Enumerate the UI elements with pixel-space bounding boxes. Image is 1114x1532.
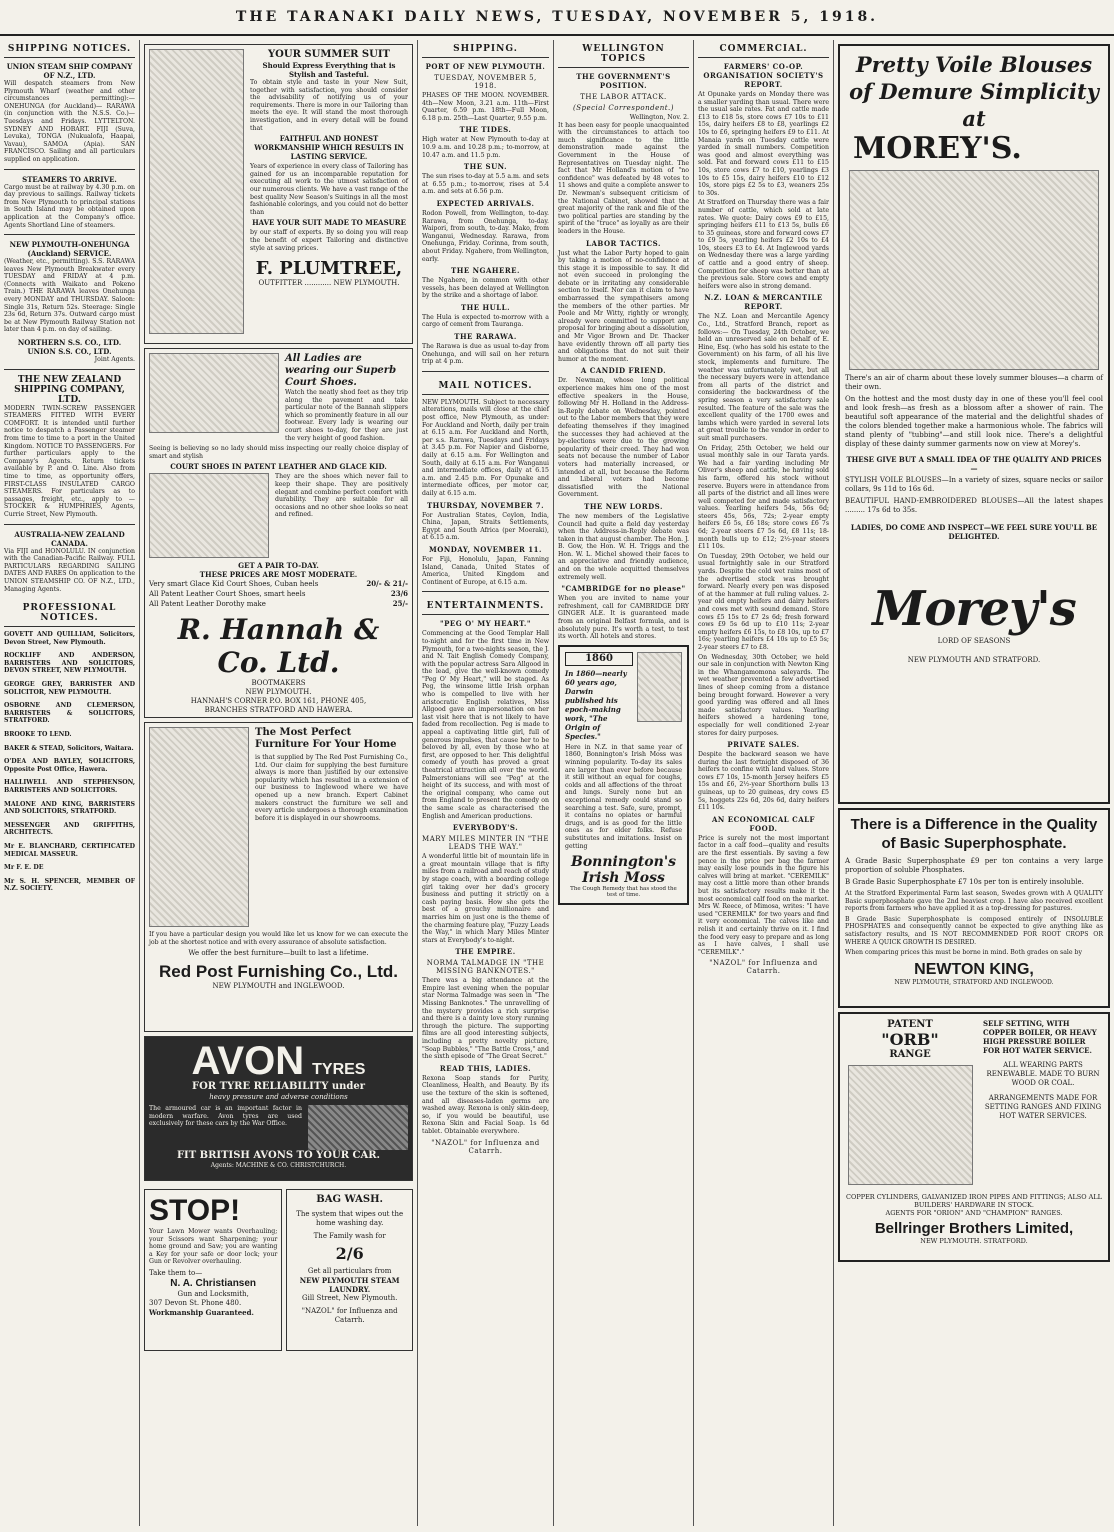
hannah-logo-sub: BOOTMAKERS: [251, 679, 306, 688]
red-post-furniture-ad: [144, 722, 413, 1032]
bonningtons-tagline: The Cough Remedy that has stood the test of time.: [570, 886, 677, 899]
avon-line-2: heavy pressure and adverse conditions: [209, 1093, 348, 1101]
divider: [4, 524, 135, 525]
shipping-entry-text: (Weather, etc., permitting). S.S. RARAWA leaves New Plymouth Breakwater every TUESDAY and FRIDAY at 4 p.m. (Connects with Waikato and Pokeno Train.) THE RARAWA leaves Onehunga every MONDAY and THURSDAY. Saloon: Single 31s, Return 52s. Steerage: Single 23s 6d, Return 37s. Outward cargo must be at New Plymouth Railway Station not later than 4 p.m. on day of sailing.: [4, 258, 135, 334]
ad-family: The Family wash for: [313, 1232, 386, 1240]
professional-notice: OSBORNE AND CLEMERSON, BARRISTERS & SOLICITORS, STRATFORD.: [4, 702, 135, 725]
professional-notice: O'DEA AND BAYLEY, SOLICITORS, Opposite Post Office, Hawera.: [4, 758, 135, 773]
blouses-illustration: [849, 170, 1099, 370]
calf-food-heading: AN ECONOMICAL CALF FOOD.: [711, 814, 816, 833]
loan-mercantile-heading: N.Z. LOAN & MERCANTILE REPORT.: [704, 293, 823, 312]
bonningtons-brand: Bonnington's Irish Moss: [571, 854, 676, 887]
empire-subheading: NORMA TALMADGE IN "THE MISSING BANKNOTES.": [426, 959, 545, 976]
shipping-entry-text: Will despatch steamers from New Plymouth Wharf (weather and other circumstances permitting):— ONEHUNGA (for Auckland)— RARAWA (in conjunction with the N.S.S. Co.)—Tuesdays and Fridays. LYTTELTON. SYDNEY AND HOBART. FIJI (Suva, Levuka), TONGA (Nukualofa, Haapai, Vavau), SAMOA (Apia). SAN FRANCISCO. Sailing and all particulars supplied on application.: [4, 80, 135, 163]
column-wellington-topics: [554, 40, 694, 1526]
laundry-address: Gill Street, New Plymouth.: [301, 1294, 398, 1302]
ad-price: 2/6: [335, 1244, 364, 1263]
arrivals-text: Rodon Powell, from Wellington, to-day. Rarawa, from Onehunga, to-day. Waipori, from south, to-day. Mako, from Wanganui, Wednesday. Rarawa, from Onehunga, Friday. Corinna, from south, about Friday. Ngahere, from Wellington, early.: [422, 209, 549, 263]
shipping-entry: [4, 530, 135, 594]
shipping-entry-text: Joint Agents.: [94, 356, 135, 364]
masthead-title: THE TARANAKI DAILY NEWS, TUESDAY, NOVEMBER 5, 1918.: [235, 9, 879, 25]
range-label-3: RANGE: [889, 1049, 931, 1060]
article-paragraph: On Friday, 25th October, we held our usual monthly sale in our Tarata yards. We had a fair yarding including Mr Oliver's sheep and cattle, he having sold his farm, offered his stock without reserve. Buyers were in attendance from all parts of the district and all lines were well competed for and made satisfactory values. Yearling heifers 54s, 56s 6d; steers 45s, 56s, 72s; 2-year empty heifers £6 5s, £6 18s; store cows £6 7s 6d; 2-year steers £7 5s 6d, £8 11s; 18-month bulls up to £12; 2½-year steers £11 10s.: [698, 444, 829, 551]
shipping-entry: [4, 62, 135, 164]
hull-heading: THE HULL.: [460, 302, 511, 312]
labor-attack-heading: THE LABOR ATTACK.: [580, 93, 667, 101]
shipping-entries: [4, 62, 135, 593]
tides-heading: THE TIDES.: [459, 125, 512, 135]
shipping-entry: [4, 175, 135, 230]
superphosphate-para: At the Stratford Experimental Farm last season, Swedes grown with A QUALITY Basic superphosphate gave the 2nd heaviest crop. I have also received excellent reports from farmers who have applied it as a top-dressing for pastures.: [845, 890, 1103, 913]
ad-subtitle: Should Express Everything that is Stylish and Tasteful.: [262, 61, 396, 79]
avon-line-3: The armoured car is an important factor in modern warfare. Avon tyres are used exclusively for these cars by the War Office.: [149, 1105, 302, 1128]
plumtree-suit-ad: [144, 44, 413, 344]
tides-text: High water at New Plymouth to-day at 10.9 a.m. and 10.28 p.m.; to-morrow, at 10.47 a.m. and 11.5 p.m.: [422, 136, 549, 159]
superphosphate-title: There is a Difference in the Quality of Basic Superphosphate.: [850, 816, 1098, 852]
article-paragraph: At Opunake yards on Monday there was a smaller yarding than usual. There were the usual sale rates. Fat and cattle made £13 to £18 5s, store cows £7 10s to £11 15s, dairy heifers £8 to £8, yearlings £2 10s to £6, springing heifers £9 to £11. At Manaia yards on Tuesday cattle were yarded in small numbers. Competition was good and almost everything was sold. Fat and forward cows £11 to £15 10s, store cows £7 to £10, yearlings £3 10s to £5 15s, dairy heifers £10 to £12 10s, store pigs £2 5s to £3, weaners 25s to 30s.: [698, 91, 829, 197]
article-paragraph: On Tuesday, 29th October, we held our usual fortnightly sale in our Stratford yards. Despite the cold wet rains most of the advertised stock was brought forward. Nearly every pen was disposed of at the hammer at full ruling values. 2-year old empty heifers and dairy heifers and cows met with sound demand. Store cows £5 15s to £7 2s 6d; fresh forward cows £9 5s 6d up to £10 11s; 2-year empty heifers £6 15s, to £8 10s, up to £7 16s; yearling heifers £4 10s up to £5 5s; 2-year steers £7 to £8.: [698, 552, 829, 651]
price-row: [149, 599, 408, 609]
masthead: [0, 0, 1114, 36]
professional-notice: ROCKLIFF AND ANDERSON, BARRISTERS AND SOLICITORS, DEVON STREET, NEW PLYMOUTH.: [4, 652, 135, 675]
commercial-heading: COMMERCIAL.: [698, 40, 829, 58]
moreys-body: On the hottest and the most dusty day in one of these you'll feel cool and look fresh—as fresh as a blossom after a shower of rain. The beautiful soft appearance of the material and the delightful shades of the colors blended together make a harmonious whole. The fabrics will stand plenty of "tubbing"—and still look nice. There's a delightful display of these dainty summer garments now on view at Morey's.: [845, 395, 1103, 448]
everybodys-heading: EVERYBODY'S.: [452, 823, 519, 833]
court-shoe-illustration: [149, 353, 279, 433]
avon-brand: AVON: [191, 1039, 305, 1083]
nazol-note: "NAZOL" for Influenza and Catarrh.: [301, 1307, 398, 1324]
shipping-notices-heading: SHIPPING NOTICES.: [4, 40, 135, 58]
peg-text: Commencing at the Good Templar Hall to-night and for the first time in New Plymouth, for a two-nights season, the J. and N. Tait English Comedy Company, with the popular actress Sara Allgood in the lead, give the well-known comedy "Peg O' My Heart," will be staged. As Peg, the winsome little Irish orphan who is compelled to live with her aristocratic English relatives, Miss Allgood gave an impersonation on her last visit here that is not likely to have faded from recollection. Peg is made to appeal a captivating little girl, full of generous impulses, that cause her to be beloved by all, even by those who at first, are opposed to her. This delightful comedy of youth has proved a great theatrical attraction all over the world. Palmerstonians will see "Peg" at the height of its success, and with most of the original company, who came out from England to present the comedy on the same scale as characterised the English and American productions.: [422, 630, 549, 820]
ad-body: The system that wipes out the home washing day.: [296, 1210, 404, 1227]
hull-text: The Hula is expected to-morrow with a cargo of cement from Tauranga.: [422, 313, 549, 329]
price-item: All Patent Leather Dorothy make: [149, 600, 266, 609]
moreys-logo-sub: LORD OF SEASONS: [937, 637, 1011, 645]
sun-text: The sun rises to-day at 5.5 a.m. and sets at 6.55 p.m.; to-morrow, rises at 5.4 a.m. and sets at 6.56 p.m.: [422, 173, 549, 196]
cambridge-heading: "CAMBRIDGE for no please": [561, 584, 686, 594]
port-date: TUESDAY, NOVEMBER 5, 1918.: [434, 74, 537, 90]
sun-heading: THE SUN.: [463, 162, 508, 172]
moreys-caption: There's an air of charm about these lovely summer blouses—a charm of their own.: [845, 374, 1103, 391]
shipping-entry-text: MODERN TWIN-SCREW PASSENGER STEAMERS FITTED WITH EVERY COMFORT. It is intended until further notice to despatch a Passenger steamer from time to time to a port in the United Kingdom. NOTICE TO PASSENGERS. For further particulars apply to the Company's Agents. Return tickets available by P. and O. Line. Also from time to time, as opportunity offers, FIRST-CLASS INSULATED CARGO STEAMERS. For particulars as to passages, freight, etc., apply to — STOCKER & HUMPHRIES, Agents, Currie Street, New Plymouth.: [4, 404, 135, 518]
column-shipping-notices: [0, 40, 140, 1526]
ad-get: Get all particulars from: [307, 1267, 392, 1275]
nazol-note: "NAZOL" for Influenza and Catarrh.: [431, 1138, 540, 1155]
price-value: 20/- & 21/-: [366, 579, 408, 589]
range-label-2: "ORB": [881, 1030, 939, 1049]
cabinet-illustration: [149, 727, 249, 927]
mail-text: NEW PLYMOUTH. Subject to necessary alterations, mails will close at the chief post office, New Plymouth, as under: For Auckland and North, daily per train at 6.15 a.m. For Auckland and North, per s.s. Rarawa, Tuesdays and Fridays at 3.45 p.m. For Napier and Gisborne, daily at 6.15 a.m. For Wellington and South, daily at 6.15 a.m. For Wanganui and intermediate offices, daily at 6.15 a.m. and 2.45 p.m. For Opunake and intermediate offices, per motor car, daily at 6.15 a.m.: [422, 398, 549, 497]
mail-heading: MAIL NOTICES.: [422, 377, 549, 395]
ad-title: The Most Perfect Furniture For Your Home: [255, 727, 397, 750]
hannah-branches: BRANCHES STRATFORD AND HAWERA.: [204, 706, 353, 715]
glace-shoe-illustration: [149, 473, 269, 558]
column-commercial: [694, 40, 834, 1526]
ad-title: All Ladies are wearing our Superb Court Shoes.: [285, 353, 397, 388]
range-label-1: PATENT: [887, 1019, 933, 1030]
professional-notice: Mr S. H. SPENCER, MEMBER OF N.Z. SOCIETY.: [4, 877, 135, 893]
newton-king-locations: NEW PLYMOUTH, STRATFORD AND INGLEWOOD.: [894, 978, 1054, 986]
wellington-heading: WELLINGTON TOPICS: [558, 40, 689, 68]
farmers-coop-heading: FARMERS' CO-OP. ORGANISATION SOCIETY'S REPORT.: [703, 62, 824, 89]
moreys-prices-heading: THESE GIVE BUT A SMALL IDEA OF THE QUALITY AND PRICES—: [846, 455, 1102, 473]
newton-king-name: NEWTON KING,: [914, 960, 1034, 978]
price-item: All Patent Leather Court Shoes, smart heels: [149, 590, 306, 599]
mail-thursday-text: For Australian States, Ceylon, India, China, Japan, Straits Settlements, Egypt and South Africa (per Moeraki), at 6.15 a.m.: [422, 511, 549, 542]
new-lords-heading: THE NEW LORDS.: [584, 501, 663, 511]
avon-line-4: FIT BRITISH AVONS TO YOUR CAR.: [176, 1150, 381, 1161]
professional-notice: Mr F. E. DE: [4, 864, 44, 872]
article-paragraph: Price is surely not the most important factor in a calf food—quality and results are the first essentials. By saving a few pence in the price per bag the farmer may easily lose pounds in the figure his calves will bring at market. "CEREMILK" may cost a little more than other brands but its satisfactory results make it the most economical calf food on the market. Mrs W. Reece, of Mimosa, writes: "I have used "CEREMILK" for two years and find it very economical. The calves like and relish it and certainly thrive on it. I find the food very easy to prepare and as long as I have calves, I shall use "CEREMILK".": [698, 834, 829, 956]
hannah-address: NEW PLYMOUTH.: [245, 688, 312, 697]
article-paragraph: Dr. Newman, whose long political experience makes him one of the most effective speakers in the House, following Mr H. Holland in the Address-in-Reply debate on Wednesday, pointed out to the Labor members that they were defeating themselves if they imagined the successes they had achieved at the by-elections were due to the growing popularity of their creed. They had won seats not because the number of Labor voters had materially increased, or intended at all, but because the Reform and Liberal voters had become dissatisfied with the National Government.: [558, 377, 689, 499]
price-row: [149, 579, 408, 589]
bonningtons-body: Here in N.Z. in that same year of 1860, Bonnington's Irish Moss was winning popularity. To-day its sales are larger than ever before because it still without an equal for coughs, colds and all affections of the throat and lungs. Surely none but an exceptional remedy could stand so searching a test. Safe, sure, prompt, it contains no opiates or harmful drugs, and is as good for the little ones as for elder folks. Refuse substitutes and imitations. Insist on getting: [565, 743, 682, 850]
orb-range-illustration: [848, 1065, 973, 1185]
laundry-name: NEW PLYMOUTH STEAM LAUNDRY.: [299, 1276, 400, 1294]
column-shipping-mail-entertainments: [418, 40, 554, 1526]
article-paragraph: It has been easy for people unacquainted with the circumstances to attach too much significance to the little demonstration made against the Government in the House of Representatives on Tuesday night. The fact that Mr Holland's motion of "no confidence" was defeated by 48 votes to 11 shows and quite a complete answer to Dr. Newman's subsequent criticism of the National Cabinet, showed that the great majority of the rank and file of the two political parties are standing by the spirit of the "truce" as loyally as are their leaders in the House.: [558, 121, 689, 235]
range-feature: AGENTS FOR "ORION" AND "CHAMPION" RANGES.: [885, 1209, 1063, 1217]
column-advertisements-left: [140, 40, 418, 1526]
shipping-entry-name: STEAMERS TO ARRIVE.: [22, 174, 117, 184]
ngahere-text: The Ngahere, in common with other vessels, has been delayed at Wellington by the strike and a shortage of labor.: [422, 277, 549, 300]
newton-king-superphosphate-ad: [838, 808, 1110, 1008]
ad-caption: Seeing is believing so no lady should miss inspecting our really choice display of smart and stylish: [149, 445, 408, 460]
moreys-logo: Morey's: [872, 581, 1076, 637]
stop-heading: STOP!: [149, 1194, 241, 1227]
armoured-car-illustration: [308, 1105, 408, 1150]
price-item: Very smart Glace Kid Court Shoes, Cuban heels: [149, 580, 319, 589]
moreys-blouses-ad: [838, 44, 1110, 804]
ad-body: They are the shoes which never fail to keep their shape. They are positively elegant and combine perfect comfort with durability. They are suitable for all occasions and no other shoe looks so neat and refined.: [275, 473, 408, 519]
cambridge-text: When you are invited to name your refreshment, call for CAMBRIDGE DRY GINGER ALE. It is guaranteed made from an original Belfast formula, and is absolutely pure. It's worth a test, to test its worth. All hotels and stores.: [558, 595, 689, 641]
professional-notice: HALLIWELL AND STEPHENSON, BARRISTERS AND SOLICITORS.: [4, 779, 135, 794]
labor-tactics-heading: LABOR TACTICS.: [586, 238, 661, 248]
professional-notice: MALONE AND KING, BARRISTERS AND SOLICITORS, STRATFORD.: [4, 800, 135, 816]
red-post-locations: NEW PLYMOUTH and INGLEWOOD.: [212, 982, 345, 991]
shipping-entry: [4, 240, 135, 334]
rarawa-text: The Rarawa is due as usual to-day from Onehunga, and will sail on her return trip at 4 p.m.: [422, 343, 549, 366]
empire-heading: THE EMPIRE.: [455, 947, 516, 957]
mail-thursday-heading: THURSDAY, NOVEMBER 7.: [426, 500, 545, 510]
hannah-address-2: HANNAH'S CORNER P.O. BOX 161, PHONE 405,: [190, 697, 367, 706]
ad-title: YOUR SUMMER SUIT: [268, 49, 390, 60]
private-sales-heading: PRIVATE SALES.: [727, 740, 800, 750]
ad-body: To obtain style and taste in your New Suit, together with satisfaction, you should consider the advisability of notifying us of your requirements. There is more in our Tailoring than meets the eye. It will stand the most thorough investigation, and in every detail will be found that: [250, 79, 408, 132]
shipping-entry-name: UNION STEAM SHIP COMPANY OF N.Z., LTD.: [6, 62, 133, 80]
bag-wash-ad: [286, 1189, 413, 1351]
shipping-entry-text: Via FIJI and HONOLULU. IN conjunction with the Canadian-Pacific Railway. FULL PARTICULARS REGARDING SAILING DATES AND FARES On application to the UNION STEAMSHIP CO. OF N.Z., LTD., Managing Agents.: [4, 547, 135, 593]
avon-tyres-label: TYRES: [312, 1061, 366, 1078]
shipping-entry: [4, 338, 135, 364]
professional-notices-heading: PROFESSIONAL NOTICES.: [4, 599, 135, 627]
professional-notices: [4, 631, 135, 893]
article-paragraph: Just what the Labor Party hoped to gain by taking a motion of no-confidence at this stage it is impossible to say. It did not even succeed in prolonging the debate or in irritating any considerable section to itself. Nor can it claim to have embarrassed the sympathisers among the members of the other parties. Mr Poole and Mr Witty, rightly or wrongly, already were committed to support any proposal for bringing about a dissolution, and Mr Vigor Brown and Dr. Thacker have evidently thrown off all party ties and obligations that do not suit their humor at the moment.: [558, 249, 689, 363]
everybodys-text: A wonderful little bit of mountain life in a great mountain village that is fifty miles from a railroad and reach of study by stage coach, with a boarding college girl taking over her dad's grocery business and putting it strictly on a cash paying basis. How she gets the best of a grouchy millionaire and marries him on just one is the theme of the charming feature play, "Fuzzy Leads the Way," in which Mary Miles Minter stars at Everybody's to-night.: [422, 853, 549, 944]
article-paragraph: Despite the backward season we have during the last fortnight disposed of 36 heifers to confine with land values. Store cows £7 10s, 15-month Jersey heifers £5 15s and £6, 2½-year Shorthorn bulls 13 guineas, up to 20 guineas, dry cows £5 5s, hoggets 22s 6d, 20s 6d, dairy heifers £11 10s.: [698, 751, 829, 812]
red-post-name: Red Post Furnishing Co., Ltd.: [159, 962, 398, 982]
bonningtons-heading: In 1860—nearly 60 years ago, Darwin published his epoch-making work, "The Origin of Species.": [565, 668, 627, 741]
mail-monday-text: For Fiji, Honolulu, Japan, Fanning Island, Canada, United States of America, United Kingdom and Continent of Europe, at 6.15 a.m.: [422, 555, 549, 586]
range-feature: SELF SETTING, WITH COPPER BOILER, OR HEAVY HIGH PRESSURE BOILER FOR HOT WATER SERVICE.: [983, 1019, 1097, 1055]
shipping-entry-name: NORTHERN S.S. CO., LTD. UNION S.S. CO., LTD.: [17, 338, 122, 357]
range-feature: ARRANGEMENTS MADE FOR SETTING RANGES AND FIXING HOT WATER SERVICES.: [984, 1094, 1102, 1120]
man-in-suit-illustration: [149, 49, 244, 334]
range-feature: ALL WEARING PARTS RENEWABLE. MADE TO BURN WOOD OR COAL.: [986, 1061, 1100, 1087]
price-list: [149, 579, 408, 609]
moreys-cta: LADIES, DO COME AND INSPECT—WE FEEL SURE YOU'LL BE DELIGHTED.: [850, 523, 1098, 541]
christiansen-name: N. A. Christiansen: [170, 1277, 257, 1289]
divider: [4, 369, 135, 370]
column-advertisements-right: [834, 40, 1114, 1526]
ad-body: by our staff of experts. By so doing you will reap the benefit of expert Tailoring and distinctive style at saving prices.: [250, 229, 408, 252]
article-paragraph: The N.Z. Loan and Mercantile Agency Co., Ltd., Stratford Branch, report as follows:— On Tuesday, 24th October, we held an unreserved sale on behalf of E. Hine, Esq. (who has sold his estate to the Government) on his farm, of all his live stock, implements and furniture. The weather was unfortunately wet, but all the necessary buyers were in attendance from all parts of the district and considering the backwardness of the spring season a very satisfactory sale resulted. The feature of the sale was the excellent quality of the 1700 ewes and lambs which were yarded in several lots at great trouble to the vendor in order to suit small purchasers.: [698, 313, 829, 442]
price-value: 23/6: [390, 589, 408, 599]
shipping-entry-name: THE NEW ZEALAND SHIPPING COMPANY, LTD.: [14, 374, 125, 405]
correspondent-line: (Special Correspondent.): [572, 104, 675, 112]
professional-notice: Mr E. BLANCHARD, CERTIFICATED MEDICAL MASSEUR.: [4, 842, 135, 858]
christiansen-note: Workmanship Guaranteed.: [149, 1307, 254, 1317]
ngahere-heading: THE NGAHERE.: [451, 266, 520, 276]
nazol-note: "NAZOL" for Influenza and Catarrh.: [709, 959, 818, 976]
price-row: [149, 589, 408, 599]
divider: [422, 371, 549, 372]
ad-cta: HAVE YOUR SUIT MADE TO MEASURE: [252, 218, 406, 228]
bonningtons-year: 1860: [565, 652, 633, 666]
christiansen-ad: [144, 1189, 282, 1351]
moreys-shop: MOREY'S.: [853, 131, 1022, 166]
shipping-entry: [4, 375, 135, 519]
arrivals-heading: EXPECTED ARRIVALS.: [436, 198, 535, 208]
professional-notice: GEORGE GREY, BARRISTER AND SOLICITOR, NEW PLYMOUTH.: [4, 681, 135, 696]
ad-emphasis: FAITHFUL AND HONEST WORKMANSHIP WHICH RESULTS IN LASTING SERVICE.: [254, 134, 404, 162]
ad-title: BAG WASH.: [316, 1194, 384, 1205]
mail-monday-heading: MONDAY, NOVEMBER 11.: [429, 544, 542, 554]
professional-notice: MESSENGER AND GRIFFITHS, ARCHITECTS.: [4, 821, 135, 837]
dateline: Wellington, Nov. 2.: [629, 114, 689, 121]
bellringer-name: Bellringer Brothers Limited,: [874, 1220, 1074, 1237]
ad-body: Your Lawn Mower wants Overhauling; your Scissors want Sharpening; your home ground and Saw; you are wanting a Key for your safe or door lock; your Gun or Revolver overhauling.: [149, 1228, 278, 1266]
avon-line-1: FOR TYRE RELIABILITY under: [191, 1081, 366, 1092]
shipping-entry-name: NEW PLYMOUTH-ONEHUNGA (Auckland) SERVICE.: [9, 240, 130, 259]
christiansen-address: 307 Devon St. Phone 480.: [149, 1298, 242, 1307]
moreys-line: BEAUTIFUL HAND-EMBROIDERED BLOUSES—All the latest shapes ......... 17s 6d to 35s.: [845, 497, 1103, 514]
avon-tyres-ad: [144, 1036, 413, 1181]
rexona-text: Rexona Soap stands for Purity, Cleanliness, Health, and Beauty. By its use the texture of the skin is softened, and all diseases-laden germs are washed away. Rexona is only skin-deep, so, if you would be beautiful, use Rexona Skin and Facial Soap. 1s 6d tablet. Obtainable everywhere.: [422, 1074, 549, 1135]
article-paragraph: On Wednesday, 30th October, we held our sale in conjunction with Newton King in the Whangamomona saleyards. The wet weather prevented a few advertised lines of sheep coming from a distance being brought forward. However a very good yarding was offered and all lines made satisfactory values. Yearling heifers showed a hardening tone, especially for well conditioned 2-year stores for dairy purposes.: [698, 653, 829, 737]
price-value: 25/-: [392, 599, 408, 609]
government-position-heading: THE GOVERNMENT'S POSITION.: [576, 72, 671, 90]
ad-subheading: COURT SHOES IN PATENT LEATHER AND GLACE KID.: [170, 462, 387, 472]
darwin-portrait: [637, 652, 682, 722]
bellringer-locations: NEW PLYMOUTH. STRATFORD.: [920, 1237, 1028, 1245]
moon-phases: PHASES OF THE MOON. NOVEMBER. 4th—New Moon, 3.21 a.m. 11th—First Quarter, 6.59 p.m. 18th—Full Moon, 6.18 p.m. 25th—Last Quarter, 9.55 p.m.: [422, 92, 549, 122]
divider: [4, 169, 135, 170]
shipping-entry-name: AUSTRALIA-NEW ZEALAND CANADA.: [14, 529, 125, 548]
moreys-title: Pretty Voile Blouses of Demure Simplicity at: [849, 52, 1099, 131]
rarawa-heading: THE RARAWA.: [454, 332, 517, 342]
ad-body: is that supplied by The Red Post Furnishing Co., Ltd. Our claim for supplying the best furniture always is more than justified by our extensive popularity which has resulted in a extension of our business to Inglewood where we have opened up a new branch. Expert Cabinet makers construct the furniture we sell and every article undergoes a thorough examination before it is displayed in our showrooms.: [255, 754, 408, 822]
avon-agents: Agents: MACHINE & CO. CHRISTCHURCH.: [210, 1162, 347, 1169]
plumtree-name: F. PLUMTREE,: [255, 258, 403, 280]
ad-get: GET A PAIR TO-DAY.: [238, 561, 319, 571]
prices-heading: THESE PRICES ARE MOST MODERATE.: [199, 570, 358, 580]
range-feature: COPPER CYLINDERS, GALVANIZED IRON PIPES AND FITTINGS; ALSO ALL BUILDERS' HARDWARE IN STOCK.: [846, 1193, 1102, 1209]
bottom-ads-row: [144, 1185, 413, 1355]
shipping-heading: SHIPPING.: [422, 40, 549, 58]
shipping-entry-text: Cargo must be at railway by 4.30 p.m. on day previous to sailings. Railway tickets from New Plymouth to principal stations in South Island may be obtained upon application at the Company's office. Agents Shortland Line of steamers.: [4, 183, 135, 229]
divider: [422, 591, 549, 592]
christiansen-trade: Gun and Locksmith,: [177, 1289, 249, 1298]
article-paragraph: At Stratford on Thursday there was a fair number of cattle, which sold at late rates. We quote: Dairy cows £9 to £15, springing heifers £11 to £13 5s, bulls £6 to 35 guineas, store and forward cows £7 to £9 5s, yearling heifers £2 10s to £4 10s, steers £3 to £4. At Inglewood yards on Wednesday there was a large yarding of cattle and a good entry of sheep. Competition for sheep was better than at the previous sale. Store cows and empty heifers were also in strong demand.: [698, 199, 829, 290]
bonningtons-ad: [558, 645, 689, 905]
plumtree-address: OUTFITTER ............ NEW PLYMOUTH.: [258, 279, 400, 288]
superphosphate-para: A Grade Basic Superphosphate £9 per ton contains a very large proportion of soluble Phosphates.: [845, 857, 1103, 874]
bellringer-range-ad: [838, 1012, 1110, 1262]
ad-body: Watch the neatly shod feet as they trip along the pavement and take particular note of the Bannah slippers which so prominently feature in all our footwear. Every lady is wearing our court shoes to-day, for they are just the very height of good fashion.: [285, 389, 408, 442]
hannah-shoes-ad: [144, 348, 413, 718]
article-paragraph: The new members of the Legislative Council had quite a field day yesterday when the Address-in-Reply debate was taken in that august chamber. The Hon. J. B. Gow, the Hon. W. H. Triggs and the Hon. W. L. Michel showed their faces to an appreciative and friendly audience, and on the whole acquitted themselves extremely well.: [558, 512, 689, 581]
ad-body: Years of experience in every class of Tailoring has gained for us an incomparable reputation for executing all work to the utmost satisfaction of our numerous clients. We have a vast range of the best quality New Season's Suitings in all the most fashionable colorings, and you could not do better than: [250, 163, 408, 216]
peg-heading: "PEG O' MY HEART.": [440, 619, 531, 629]
professional-notice: BROOKE TO LEND.: [4, 731, 72, 739]
ad-take: Take them to—: [149, 1268, 203, 1277]
divider: [4, 234, 135, 235]
professional-notice: BAKER & STEAD, Solicitors, Waitara.: [4, 744, 134, 752]
candid-friend-heading: A CANDID FRIEND.: [580, 366, 667, 376]
professional-notice: GOVETT AND QUILLIAM, Solicitors, Devon Street, New Plymouth.: [4, 631, 135, 646]
port-name: PORT OF NEW PLYMOUTH.: [425, 62, 546, 71]
hannah-logo: R. Hannah & Co. Ltd.: [177, 613, 380, 680]
superphosphate-para: When comparing prices this must be borne in mind. Both grades on sale by: [845, 949, 1082, 957]
superphosphate-para: B Grade Basic Superphosphate £7 10s per ton is entirely insoluble.: [845, 878, 1084, 886]
moreys-locations: NEW PLYMOUTH AND STRATFORD.: [907, 656, 1041, 664]
ad-tagline: We offer the best furniture—built to last a lifetime.: [188, 949, 369, 958]
rexona-heading: READ THIS, LADIES.: [439, 1063, 532, 1073]
superphosphate-para: B Grade Basic Superphosphate is composed entirely of INSOLUBLE PHOSPHATES and consequently cannot be expected to give anything like as satisfactory results, and IS NOT RECOMMENDED FOR ROOT CROPS OR WHERE A QUICK GROWTH IS DESIRED.: [845, 915, 1103, 946]
entertainments-heading: ENTERTAINMENTS.: [422, 597, 549, 615]
ad-body: If you have a particular design you would like let us know for we can execute the job at the shortest notice and with every assurance of absolute satisfaction.: [149, 931, 408, 946]
everybodys-subheading: MARY MILES MINTER IN "THE LEADS THE WAY.": [422, 835, 549, 852]
empire-text: There was a big attendance at the Empire last evening when the popular star Norma Talmadge was seen in "The Missing Banknotes." The unravelling of the mystery provides a rich surprise and there is a dainty love story running through the picture. The supporting films are all good interesting subjects, including a pretty novelty picture, "Soap Bubbles," "The Battle Cross," and the sixth episode of "The Great Secret.": [422, 977, 549, 1061]
moreys-line: STYLISH VOILE BLOUSES—In a variety of sizes, square necks or sailor collars, 9s 11d to 16s 6d.: [845, 476, 1103, 493]
